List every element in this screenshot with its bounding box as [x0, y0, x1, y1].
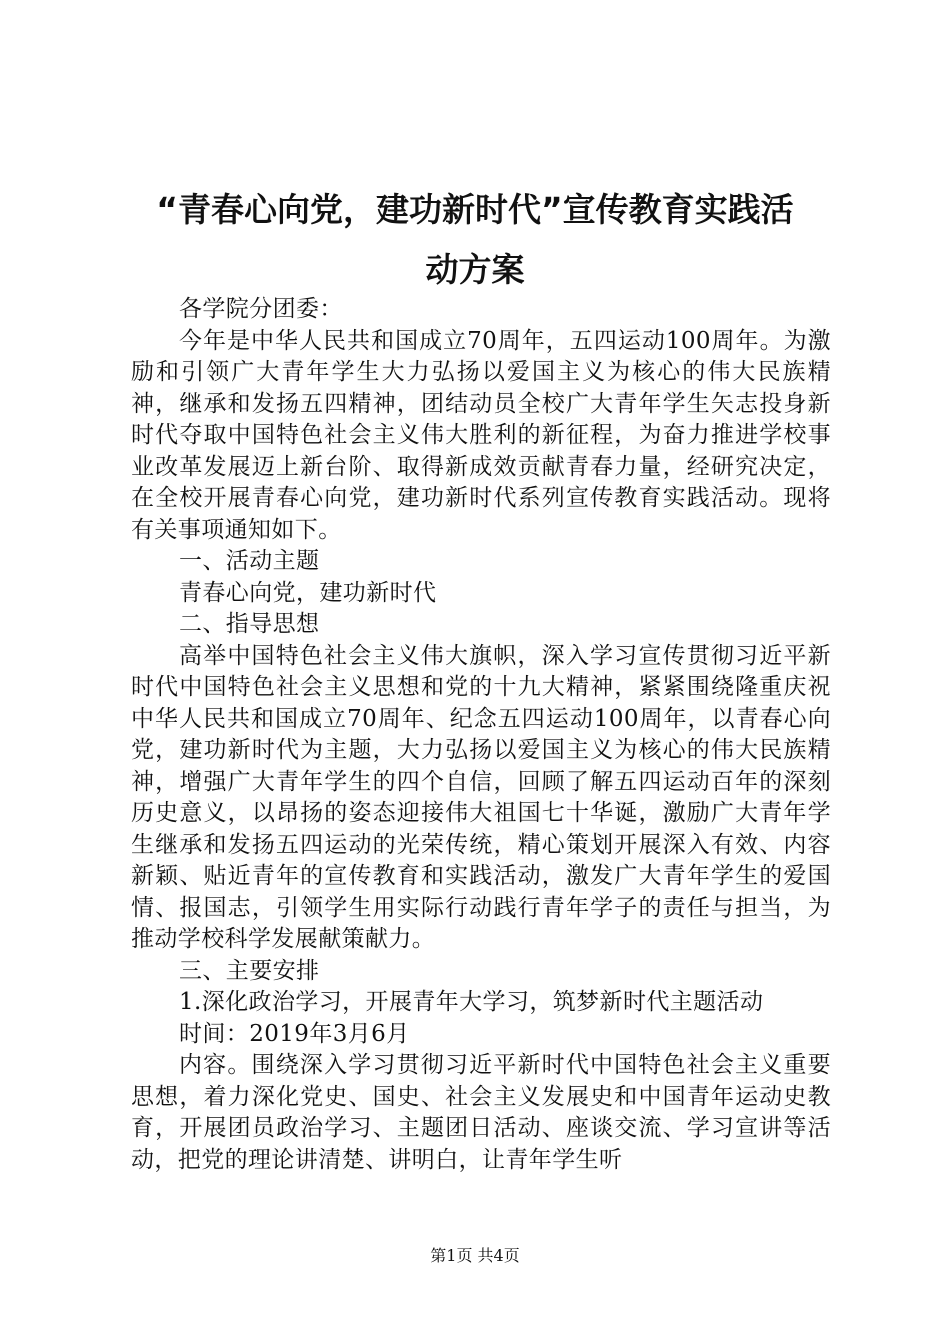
page-footer [0, 1243, 950, 1266]
section-heading-theme: 一、活动主题 [179, 548, 320, 574]
item-1-heading: 1.深化政治学习，开展青年大学习，筑梦新时代主题活动 [179, 989, 764, 1015]
section-heading-arrangements: 三、主要安排 [179, 957, 320, 984]
title-line-2: 动方案 [425, 250, 525, 289]
theme-text: 青春心向党，建功新时代 [179, 579, 437, 606]
salutation: 各学院分团委： [179, 296, 343, 322]
intro-paragraph: 今年是中华人民共和国成立70周年，五四运动100周年。为激励和引领广大青年学生大力弘扬以爱国主义为核心的伟大民族精神，继承和发扬五四精神，团结动员全校广大青年学生矢志投身新时代夺取中国特色社会主义伟大胜利的新征程，为奋力推进学校事业改革发展迈上新台阶、取得新成效贡献青春力量，经研究决定，在全校开展青春心向党，建功新时代系列宣传教育实践活动。现将有关事项通知如下。 [131, 327, 831, 543]
document-title [120, 180, 830, 300]
item-1-content: 内容。围绕深入学习贯彻习近平新时代中国特色社会主义重要思想，着力深化党史、国史、社会主义发展史和中国青年运动史教育，开展团员政治学习、主题团日活动、座谈交流、学习宣讲等活动，把党的理论讲清楚、讲明白，让青年学生听 [131, 1052, 831, 1173]
guiding-ideology-paragraph: 高举中国特色社会主义伟大旗帜，深入学习宣传贯彻习近平新时代中国特色社会主义思想和党的十九大精神，紧紧围绕隆重庆祝中华人民共和国成立70周年、纪念五四运动100周年，以青春心向党，建功新时代为主题，大力弘扬以爱国主义为核心的伟大民族精神，增强广大青年学生的四个自信，回顾了解五四运动百年的深刻历史意义，以昂扬的姿态迎接伟大祖国七十华诞，激励广大青年学生继承和发扬五四运动的光荣传统，精心策划开展深入有效、内容新颖、贴近青年的宣传教育和实践活动，激发广大青年学生的爱国情、报国志，引领学生用实际行动践行青年学子的责任与担当，为推动学校科学发展献策献力。 [131, 642, 831, 952]
title-line-1: “青春心向党，建功新时代”宣传教育实践活 [156, 190, 794, 229]
document-body [131, 294, 831, 1176]
section-heading-guiding-ideology: 二、指导思想 [179, 611, 320, 637]
item-1-time: 时间：2019年3月6月 [179, 1020, 410, 1047]
page-indicator: 第1页 共4页 [430, 1246, 520, 1265]
